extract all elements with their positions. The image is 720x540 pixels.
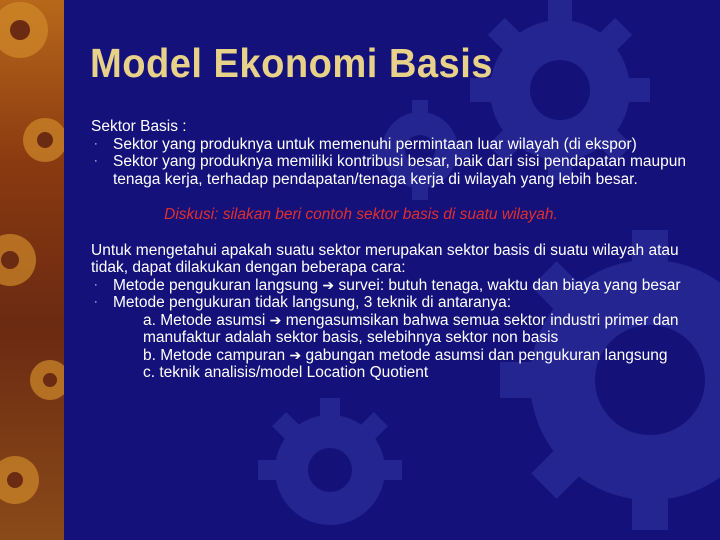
- bullet-text: Sektor yang produknya untuk memenuhi permintaan luar wilayah (di ekspor): [113, 135, 637, 153]
- bullet-icon: ·: [94, 155, 98, 167]
- arrow-right-icon: ➔: [322, 276, 335, 293]
- bullet-item: [91, 294, 691, 312]
- intro-paragraph: Untuk mengetahui apakah suatu sektor merupakan sektor basis di suatu wilayah atau tidak, dapat dilakukan dengan beberapa cara:: [91, 241, 679, 276]
- sub-item-c: c. teknik analisis/model Location Quotient: [143, 364, 429, 381]
- slide-title: Model Ekonomi Basis: [90, 40, 493, 86]
- sub-item-a-label: a. Metode asumsi: [143, 311, 266, 329]
- method-direct-label: Metode pengukuran langsung: [113, 276, 319, 294]
- bullet-item: [91, 136, 691, 154]
- bullet-item: [91, 277, 691, 295]
- left-decorative-strip: [0, 0, 64, 540]
- sub-item-a-desc: mengasumsikan bahwa semua sektor industri primer dan manufaktur adalah sektor basis, selebihnya sektor non basis: [143, 311, 679, 346]
- arrow-right-icon: ➔: [289, 346, 302, 363]
- discussion-note: Diskusi: silakan beri contoh sektor basis di suatu wilayah.: [164, 206, 558, 223]
- sub-item-a: [91, 312, 691, 347]
- section-heading: Sektor Basis :: [91, 118, 187, 135]
- sub-item-b-desc: gabungan metode asumsi dan pengukuran langsung: [305, 346, 668, 364]
- sub-item-b-label: b. Metode campuran: [143, 346, 286, 364]
- gear-icon: [0, 0, 64, 540]
- bullet-icon: ·: [94, 296, 98, 308]
- method-indirect-label: Metode pengukuran tidak langsung, 3 teknik di antaranya:: [113, 294, 512, 311]
- bullet-icon: ·: [94, 278, 98, 291]
- slide-body: [91, 118, 691, 382]
- bullet-item: [91, 153, 691, 188]
- bullet-text: Sektor yang produknya memiliki kontribusi besar, baik dari sisi pendapatan maupun tenaga kerja, terhadap pendapatan/tenaga kerja di wilayah yang lebih besar.: [113, 153, 686, 188]
- sub-item-b: [91, 347, 691, 365]
- arrow-right-icon: ➔: [269, 311, 282, 328]
- bullet-icon: ·: [94, 137, 98, 150]
- method-direct-desc: survei: butuh tenaga, waktu dan biaya yang besar: [338, 276, 681, 294]
